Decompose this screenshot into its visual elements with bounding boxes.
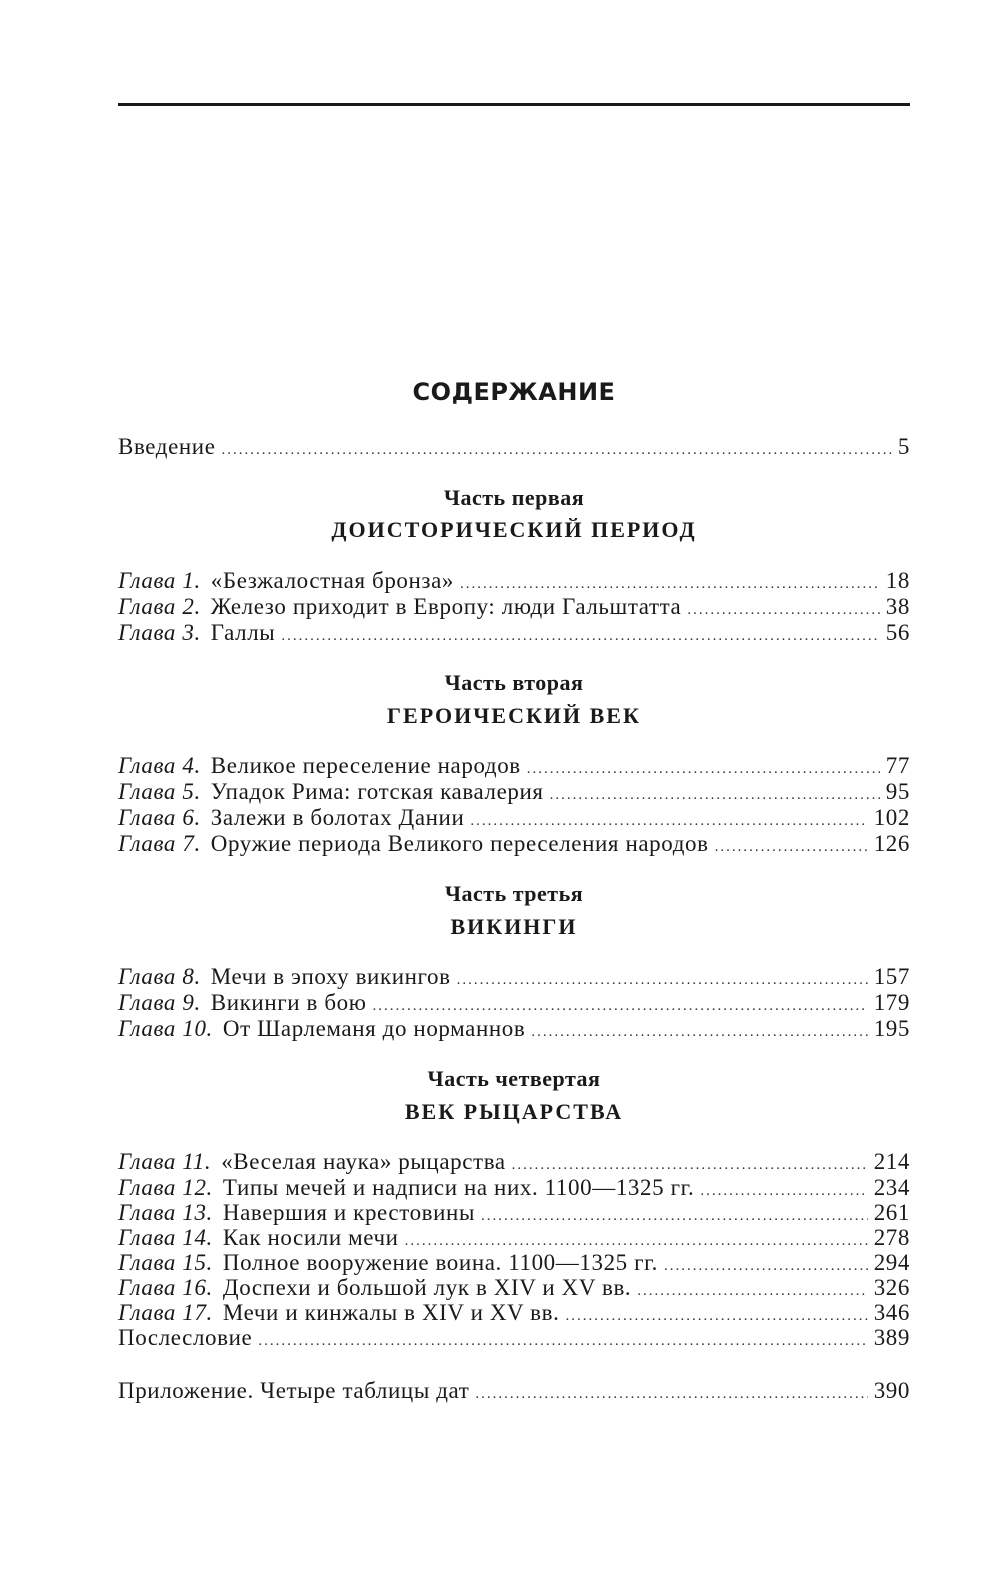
chapter-title: «Безжалостная бронза» xyxy=(210,568,455,593)
part-label: Часть четвертая xyxy=(427,1066,601,1091)
toc-entry-chapter-9[interactable] xyxy=(118,990,910,1016)
chapter-page: 214 xyxy=(873,1149,910,1174)
chapter-page: 179 xyxy=(873,990,910,1015)
chapter-page: 195 xyxy=(873,1016,910,1041)
toc-entry-chapter-14[interactable] xyxy=(118,1225,910,1251)
chapter-title: Полное вооружение воина. 1100—1325 гг. xyxy=(222,1250,658,1275)
entry-page: 390 xyxy=(873,1378,910,1403)
part-title: ГЕРОИЧЕСКИЙ ВЕК xyxy=(387,703,641,728)
chapter-title: Залежи в болотах Дании xyxy=(210,805,465,830)
toc-entry-chapter-10[interactable] xyxy=(118,1016,910,1042)
page-title: СОДЕРЖАНИЕ xyxy=(412,378,616,406)
chapter-page: 126 xyxy=(873,831,910,856)
chapter-title: От Шарлеманя до норманнов xyxy=(222,1016,526,1041)
chapter-title: Оружие периода Великого переселения народов xyxy=(210,831,709,856)
toc-entry-chapter-4[interactable] xyxy=(118,753,910,779)
toc-entry-chapter-1[interactable] xyxy=(118,568,910,594)
entry-title: Послесловие xyxy=(118,1325,253,1350)
toc-entry-chapter-3[interactable] xyxy=(118,620,910,646)
entry-title: Приложение. Четыре таблицы дат xyxy=(118,1378,470,1403)
toc-entry-chapter-2[interactable] xyxy=(118,594,910,620)
part-label: Часть третья xyxy=(444,881,584,906)
toc-entry-afterword[interactable] xyxy=(118,1325,910,1351)
chapter-title: Железо приходит в Европу: люди Гальштатта xyxy=(210,594,682,619)
entry-page: 389 xyxy=(873,1325,910,1350)
chapter-page: 38 xyxy=(885,594,910,619)
chapter-title: Упадок Рима: готская кавалерия xyxy=(210,779,544,804)
chapter-label: Глава 16. xyxy=(118,1275,213,1300)
header-rule xyxy=(118,103,910,106)
chapter-page: 157 xyxy=(873,964,910,989)
chapter-title: Великое переселение народов xyxy=(210,753,521,778)
leader-dots xyxy=(222,437,892,463)
chapter-label: Глава 12. xyxy=(118,1175,213,1200)
chapter-title: Доспехи и большой лук в XIV и XV вв. xyxy=(222,1275,632,1300)
toc-entry-chapter-7[interactable] xyxy=(118,831,910,857)
toc-entry-intro[interactable] xyxy=(118,434,910,460)
chapter-page: 278 xyxy=(873,1225,910,1250)
toc-entry-chapter-11[interactable] xyxy=(118,1149,910,1175)
toc-entry-chapter-5[interactable] xyxy=(118,779,910,805)
toc-entry-chapter-6[interactable] xyxy=(118,805,910,831)
part-label: Часть вторая xyxy=(444,670,584,695)
chapter-label: Глава 13. xyxy=(118,1200,213,1225)
chapter-page: 77 xyxy=(885,753,910,778)
part-title: ДОИСТОРИЧЕСКИЙ ПЕРИОД xyxy=(331,517,697,542)
chapter-page: 294 xyxy=(873,1250,910,1275)
toc-entry-chapter-8[interactable] xyxy=(118,964,910,990)
leader-dots xyxy=(258,1328,867,1354)
chapter-label: Глава 8. xyxy=(118,964,201,989)
chapter-label: Глава 9. xyxy=(118,990,201,1015)
chapter-label: Глава 1. xyxy=(118,568,201,593)
toc-entry-chapter-16[interactable] xyxy=(118,1275,910,1301)
chapter-page: 102 xyxy=(873,805,910,830)
part-title: ВЕК РЫЦАРСТВА xyxy=(404,1099,624,1124)
chapter-title: Галлы xyxy=(210,620,276,645)
chapter-label: Глава 3. xyxy=(118,620,201,645)
toc-entry-chapter-13[interactable] xyxy=(118,1200,910,1226)
toc-entry-appendix[interactable] xyxy=(118,1378,910,1404)
chapter-page: 56 xyxy=(885,620,910,645)
leader-dots xyxy=(475,1381,867,1407)
chapter-page: 95 xyxy=(885,779,910,804)
part-title: ВИКИНГИ xyxy=(450,914,578,939)
chapter-label: Глава 17. xyxy=(118,1300,213,1325)
chapter-label: Глава 6. xyxy=(118,805,201,830)
chapter-page: 261 xyxy=(873,1200,910,1225)
chapter-page: 346 xyxy=(873,1300,910,1325)
part-label: Часть первая xyxy=(443,485,585,510)
chapter-title: Викинги в бою xyxy=(210,990,367,1015)
entry-page: 5 xyxy=(897,434,910,459)
chapter-title: Типы мечей и надписи на них. 1100—1325 гг. xyxy=(222,1175,695,1200)
chapter-label: Глава 14. xyxy=(118,1225,213,1250)
toc-entry-chapter-12[interactable] xyxy=(118,1175,910,1201)
toc-entry-chapter-17[interactable] xyxy=(118,1300,910,1326)
chapter-title: Как носили мечи xyxy=(222,1225,399,1250)
chapter-page: 326 xyxy=(873,1275,910,1300)
chapter-page: 18 xyxy=(885,568,910,593)
chapter-label: Глава 11. xyxy=(118,1149,212,1174)
chapter-label: Глава 15. xyxy=(118,1250,213,1275)
entry-title: Введение xyxy=(118,434,216,459)
chapter-label: Глава 2. xyxy=(118,594,201,619)
leader-dots xyxy=(281,623,879,649)
chapter-label: Глава 5. xyxy=(118,779,201,804)
chapter-label: Глава 10. xyxy=(118,1016,213,1041)
chapter-title: «Веселая наука» рыцарства xyxy=(221,1149,506,1174)
chapter-title: Мечи в эпоху викингов xyxy=(210,964,451,989)
leader-dots xyxy=(531,1019,867,1045)
leader-dots xyxy=(715,834,868,860)
toc-entry-chapter-15[interactable] xyxy=(118,1250,910,1276)
chapter-title: Мечи и кинжалы в XIV и XV вв. xyxy=(222,1300,560,1325)
chapter-label: Глава 7. xyxy=(118,831,201,856)
chapter-title: Навершия и крестовины xyxy=(222,1200,476,1225)
chapter-label: Глава 4. xyxy=(118,753,201,778)
chapter-page: 234 xyxy=(873,1175,910,1200)
